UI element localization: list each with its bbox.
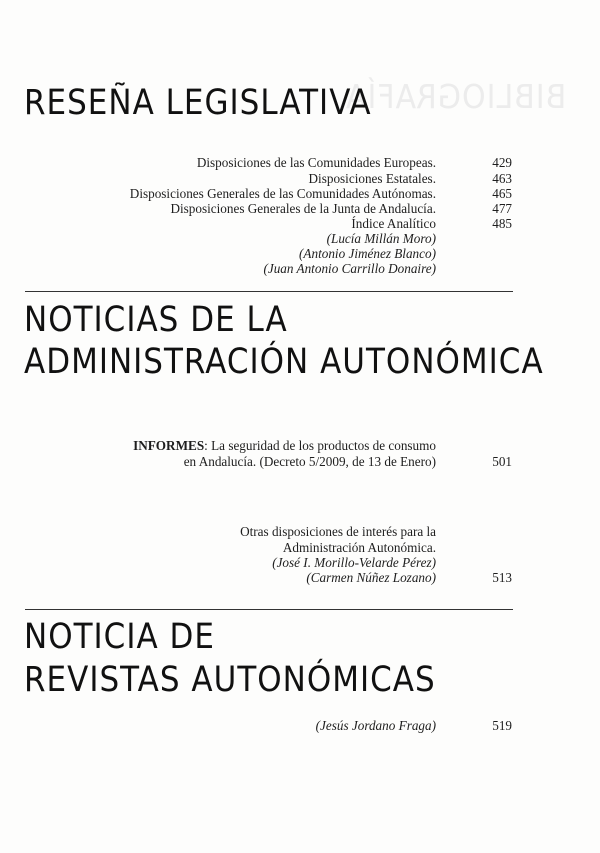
- informes-text: : La seguridad de los productos de consumo: [204, 438, 436, 453]
- otras-line2: Administración Autonómica.: [282, 540, 436, 555]
- toc-entry-page: 429: [492, 155, 512, 170]
- toc-entry-text: Disposiciones de las Comunidades Europeas.: [196, 155, 436, 170]
- section-title-revistas-line2: REVISTAS AUTONÓMICAS: [24, 659, 436, 700]
- otras-author1: (José I. Morillo-Velarde Pérez): [272, 555, 436, 570]
- informes-line2: en Andalucía. (Decreto 5/2009, de 13 de Enero): [183, 454, 436, 469]
- bleed-through-text: BIBLIOGRAFÍA: [345, 78, 567, 117]
- section-divider: [25, 609, 513, 610]
- section-divider: [25, 291, 513, 292]
- toc-author: (Juan Antonio Carrillo Donaire): [263, 261, 436, 276]
- toc-entry-text: Disposiciones Generales de las Comunidades Autónomas.: [129, 186, 436, 201]
- toc-entry-page: 463: [492, 171, 512, 186]
- section-title-noticias-line2: ADMINISTRACIÓN AUTONÓMICA: [24, 341, 544, 382]
- revistas-page: 519: [492, 718, 512, 733]
- otras-author2: (Carmen Núñez Lozano): [306, 570, 436, 585]
- informes-label: INFORMES: [133, 438, 205, 453]
- toc-entry-page: 465: [492, 186, 512, 201]
- informes-line1: [133, 438, 436, 454]
- toc-entry-page: 485: [492, 216, 512, 231]
- toc-entry-text: Disposiciones Estatales.: [308, 171, 436, 186]
- otras-page: 513: [492, 570, 512, 585]
- section-title-revistas-line1: NOTICIA DE: [24, 616, 215, 657]
- revistas-author: (Jesús Jordano Fraga): [315, 718, 436, 733]
- toc-author: (Lucía Millán Moro): [326, 231, 436, 246]
- toc-entry-page: 477: [492, 201, 512, 216]
- otras-line1: Otras disposiciones de interés para la: [240, 524, 436, 539]
- toc-author: (Antonio Jiménez Blanco): [299, 246, 436, 261]
- section-title-resena-legislativa: RESEÑA LEGISLATIVA: [24, 82, 372, 123]
- section-title-noticias-line1: NOTICIAS DE LA: [24, 299, 288, 340]
- toc-entry-text: Disposiciones Generales de la Junta de Andalucía.: [170, 201, 436, 216]
- informes-page: 501: [492, 454, 512, 469]
- toc-entry-text: Índice Analítico: [351, 216, 436, 231]
